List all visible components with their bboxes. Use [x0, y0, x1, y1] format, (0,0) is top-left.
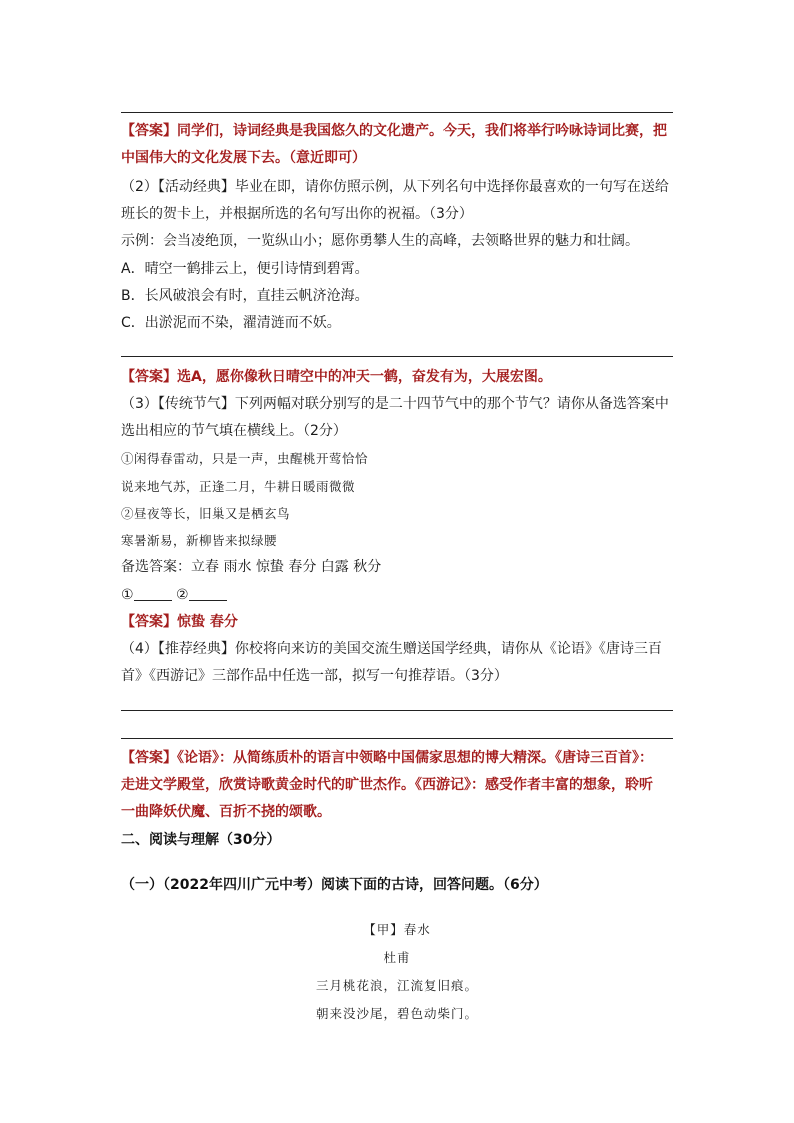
question-2-line-2: 班长的贺卡上，并根据所选的名句写出你的祝福。（3分） — [121, 206, 473, 222]
answer-2: 【答案】选A，愿你像秋日晴空中的冲天一鹤，奋发有为，大展宏图。 — [121, 369, 552, 385]
couplet-2-upper: ②昼夜等长，旧巢又是栖玄鸟 — [121, 506, 291, 521]
answer-line — [121, 738, 673, 739]
blank-2 — [189, 586, 227, 601]
answer-3: 【答案】惊蛰 春分 — [121, 614, 238, 630]
question-2-option-c: C．出淤泥而不染，濯清涟而不妖。 — [121, 315, 341, 331]
couplet-2-lower: 寒暑渐易，新柳皆来拟绿腰 — [121, 533, 278, 548]
section-2-subtitle: （一）（2022年四川广元中考）阅读下面的古诗，回答问题。（6分） — [121, 877, 548, 893]
answer-line — [121, 356, 673, 357]
question-2-option-a: A．晴空一鹤排云上，便引诗情到碧霄。 — [121, 261, 369, 277]
question-3-line-1: （3）【传统节气】下列两幅对联分别写的是二十四节气中的那个节气？请你从备选答案中 — [121, 396, 669, 412]
answer-4-line-1: 【答案】《论语》：从简练质朴的语言中领略中国儒家思想的博大精深。《唐诗三百首》： — [121, 750, 653, 766]
poem-line-2: 朝来没沙尾，碧色动柴门。 — [315, 1006, 478, 1021]
answer-4-line-2: 走进文学殿堂，欣赏诗歌黄金时代的旷世杰作。《西游记》：感受作者丰富的想象，聆听 — [121, 777, 653, 793]
section-2-title: 二、阅读与理解（30分） — [121, 832, 281, 848]
poem-line-1: 三月桃花浪，江流复旧痕。 — [315, 978, 478, 993]
answer-1-line-1: 【答案】同学们，诗词经典是我国悠久的文化遗产。今天，我们将举行吟咏诗词比赛，把 — [121, 123, 667, 139]
answer-line — [121, 112, 673, 113]
question-2-option-b: B．长风破浪会有时，直挂云帆济沧海。 — [121, 288, 369, 304]
question-3-line-2: 选出相应的节气填在横线上。（2分） — [121, 423, 347, 439]
question-4-line-2: 首》《西游记》三部作品中任选一部，拟写一句推荐语。（3分） — [121, 668, 508, 684]
question-2-example: 示例：会当凌绝顶，一览纵山小；愿你勇攀人生的高峰，去领略世界的魅力和壮阔。 — [121, 233, 639, 249]
poem-title: 【甲】春水 — [363, 922, 431, 937]
answer-4-line-3: 一曲降妖伏魔、百折不挠的颂歌。 — [121, 804, 331, 820]
couplet-1-lower: 说来地气苏，正逢二月，牛耕日暖雨微微 — [121, 479, 356, 494]
poem-author: 杜甫 — [383, 950, 411, 965]
answer-1-line-2: 中国伟大的文化发展下去。（意近即可） — [121, 150, 366, 166]
question-3-options: 备选答案：立春 雨水 惊蛰 春分 白露 秋分 — [121, 559, 382, 575]
blank-1 — [134, 586, 172, 601]
couplet-1-upper: ①闲得春雷动，只是一声，虫醒桃开莺恰恰 — [121, 451, 369, 466]
question-3-blanks: ① ② — [121, 582, 681, 609]
answer-line — [121, 710, 673, 711]
question-4-line-1: （4）【推荐经典】你校将向来访的美国交流生赠送国学经典，请你从《论语》《唐诗三百 — [121, 641, 662, 657]
question-2-line-1: （2）【活动经典】毕业在即，请你仿照示例，从下列名句中选择你最喜欢的一句写在送给 — [121, 179, 669, 195]
